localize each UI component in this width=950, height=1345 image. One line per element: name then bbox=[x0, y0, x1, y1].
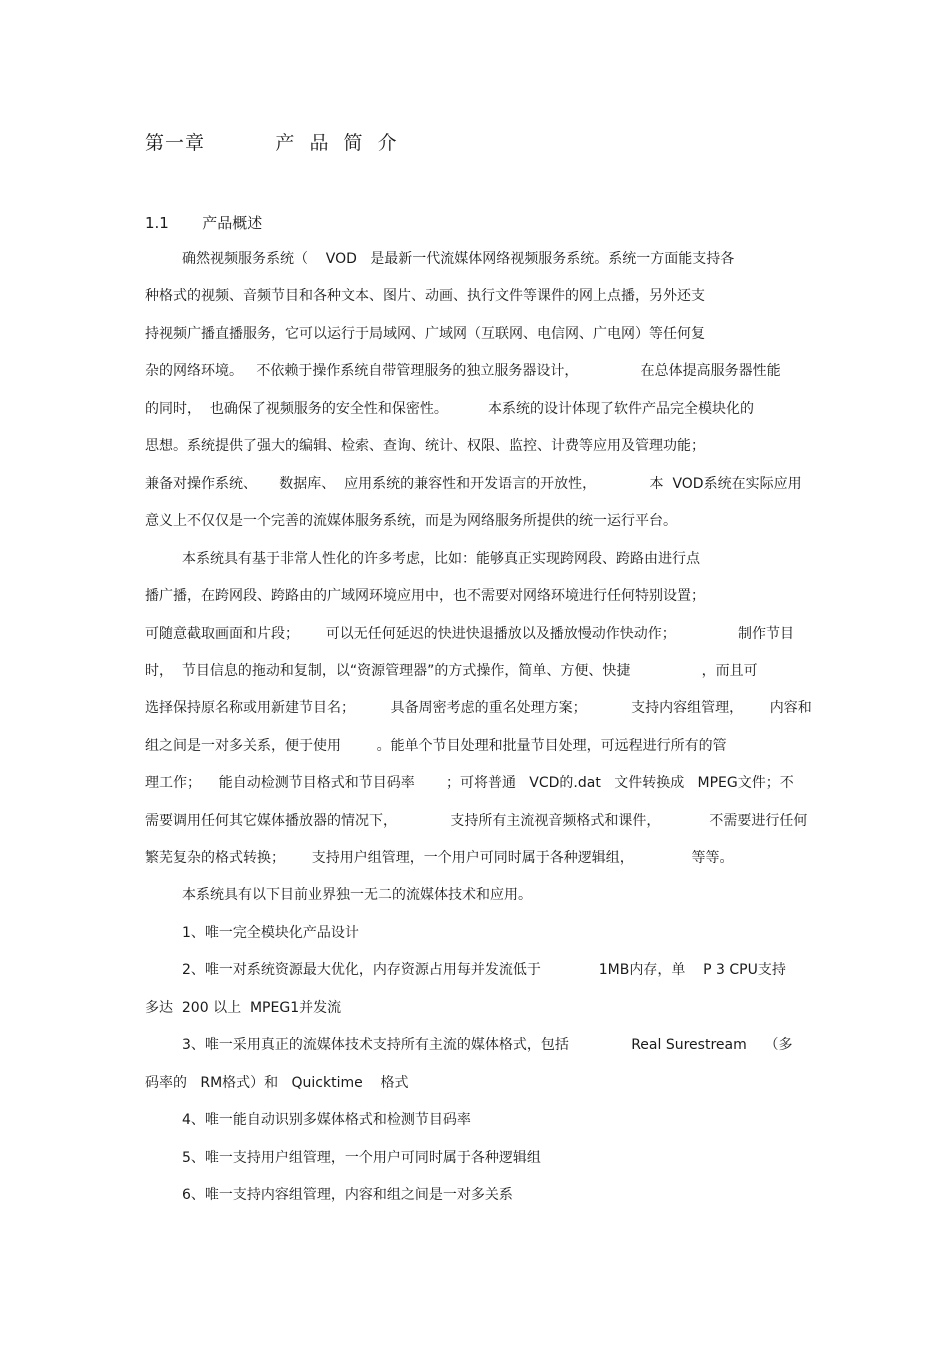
list-item: 6、唯一支持内容组管理，内容和组之间是一对多关系 bbox=[182, 1187, 513, 1203]
paragraph-line: 繁芜复杂的格式转换； 支持用户组管理，一个用户可同时属于各种逻辑组， 等等。 bbox=[145, 850, 734, 866]
list-item: 5、唯一支持用户组管理，一个用户可同时属于各种逻辑组 bbox=[182, 1150, 541, 1166]
section-title: 1.1 产品概述 bbox=[145, 214, 263, 232]
paragraph-line: 的同时， 也确保了视频服务的安全性和保密性。 本系统的设计体现了软件产品完全模块化的 bbox=[145, 401, 754, 417]
paragraph-line: 种格式的视频、音频节目和各种文本、图片、动画、执行文件等课件的网上点播，另外还支 bbox=[145, 288, 705, 304]
list-item: 1、唯一完全模块化产品设计 bbox=[182, 925, 359, 941]
paragraph-line: 需要调用任何其它媒体播放器的情况下， 支持所有主流视音频格式和课件， 不需要进行任何 bbox=[145, 813, 808, 829]
paragraph-line: 持视频广播直播服务，它可以运行于局域网、广域网（互联网、电信网、广电网）等任何复 bbox=[145, 326, 705, 342]
paragraph-line: 可随意截取画面和片段； 可以无任何延迟的快进快退播放以及播放慢动作快动作； 制作节目 bbox=[145, 626, 795, 642]
paragraph-line: 杂的网络环境。 不依赖于操作系统自带管理服务的独立服务器设计， 在总体提高服务器性能 bbox=[145, 363, 781, 379]
paragraph-line: 兼备对操作系统、 数据库、 应用系统的兼容性和开发语言的开放性， 本 VOD系统在实际应用 bbox=[145, 476, 802, 492]
list-item-continuation: 码率的 RM格式）和 Quicktime 格式 bbox=[145, 1075, 409, 1091]
paragraph-line: 组之间是一对多关系，便于使用 。能单个节目处理和批量节目处理，可远程进行所有的管 bbox=[145, 738, 727, 754]
list-item: 4、唯一能自动识别多媒体格式和检测节目码率 bbox=[182, 1112, 471, 1128]
list-item: 2、唯一对系统资源最大优化，内存资源占用每并发流低于 1MB内存，单 P 3 CPU支持 bbox=[182, 962, 786, 978]
chapter-title: 第一章 产 品 简 介 bbox=[145, 132, 398, 154]
paragraph-line: 本系统具有以下目前业界独一无二的流媒体技术和应用。 bbox=[182, 887, 532, 903]
paragraph-line: 确然视频服务系统（ VOD 是最新一代流媒体网络视频服务系统。系统一方面能支持各 bbox=[182, 251, 735, 267]
paragraph-line: 本系统具有基于非常人性化的许多考虑，比如：能够真正实现跨网段、跨路由进行点 bbox=[182, 551, 700, 567]
paragraph-line: 意义上不仅仅是一个完善的流媒体服务系统，而是为网络服务所提供的统一运行平台。 bbox=[145, 513, 677, 529]
paragraph-line: 选择保持原名称或用新建节目名； 具备周密考虑的重名处理方案； 支持内容组管理， 内容和 bbox=[145, 700, 812, 716]
paragraph-line: 播广播，在跨网段、跨路由的广域网环境应用中，也不需要对网络环境进行任何特别设置； bbox=[145, 588, 705, 604]
paragraph-line: 时， 节目信息的拖动和复制，以“资源管理器”的方式操作，简单、方便、快捷 ，而且可 bbox=[145, 663, 758, 679]
list-item: 3、唯一采用真正的流媒体技术支持所有主流的媒体格式，包括 Real Surestream （多 bbox=[182, 1037, 793, 1053]
paragraph-line: 理工作； 能自动检测节目格式和节目码率 ；可将普通 VCD的.dat 文件转换成 MPEG文件；不 bbox=[145, 775, 794, 791]
paragraph-line: 思想。系统提供了强大的编辑、检索、查询、统计、权限、监控、计费等应用及管理功能； bbox=[145, 438, 705, 454]
list-item-continuation: 多达 200 以上 MPEG1并发流 bbox=[145, 1000, 342, 1016]
